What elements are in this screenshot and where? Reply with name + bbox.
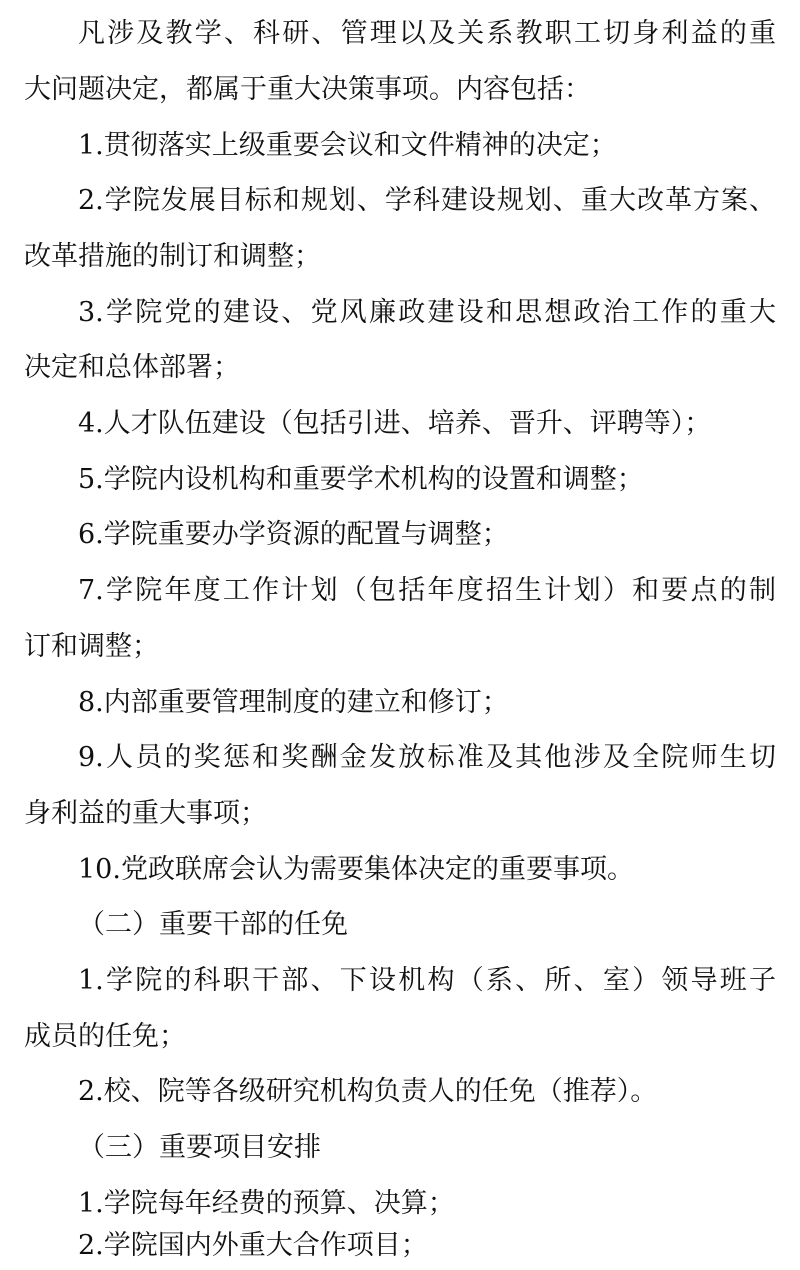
list-item-10: 10.党政联席会认为需要集体决定的重要事项。: [78, 854, 634, 885]
list-item-s2-1-cont: 成员的任免；: [24, 1021, 186, 1052]
section-heading-2: （二）重要干部的任免: [78, 909, 348, 940]
paragraph-line-2: 大问题决定，都属于重大决策事项。内容包括：: [24, 74, 591, 105]
paragraph-line-1: 凡涉及教学、科研、管理以及关系教职工切身利益的重: [78, 18, 776, 49]
list-item-s2-2: 2.校、院等各级研究机构负责人的任免（推荐）。: [78, 1076, 658, 1107]
list-item-7: 7.学院年度工作计划（包括年度招生计划）和要点的制: [78, 575, 776, 606]
list-item-s3-1: 1.学院每年经费的预算、决算；: [78, 1188, 455, 1219]
list-item-s2-1: 1.学院的科职干部、下设机构（系、所、室）领导班子: [78, 965, 776, 996]
list-item-3-cont: 决定和总体部署；: [24, 352, 240, 383]
list-item-8: 8.内部重要管理制度的建立和修订；: [78, 687, 509, 718]
list-item-6: 6.学院重要办学资源的配置与调整；: [78, 519, 509, 550]
list-item-1: 1.贯彻落实上级重要会议和文件精神的决定；: [78, 130, 617, 161]
section-heading-3: （三）重要项目安排: [78, 1132, 321, 1163]
list-item-s3-2: 2.学院国内外重大合作项目；: [78, 1230, 428, 1261]
list-item-4: 4.人才队伍建设（包括引进、培养、晋升、评聘等）；: [78, 408, 712, 439]
list-item-9-cont: 身利益的重大事项；: [24, 798, 267, 829]
list-item-2: 2.学院发展目标和规划、学科建设规划、重大改革方案、: [78, 185, 776, 216]
list-item-9: 9.人员的奖惩和奖酬金发放标准及其他涉及全院师生切: [78, 742, 776, 773]
list-item-7-cont: 订和调整；: [24, 631, 159, 662]
list-item-3: 3.学院党的建设、党风廉政建设和思想政治工作的重大: [78, 297, 776, 328]
list-item-5: 5.学院内设机构和重要学术机构的设置和调整；: [78, 464, 644, 495]
list-item-2-cont: 改革措施的制订和调整；: [24, 241, 321, 272]
